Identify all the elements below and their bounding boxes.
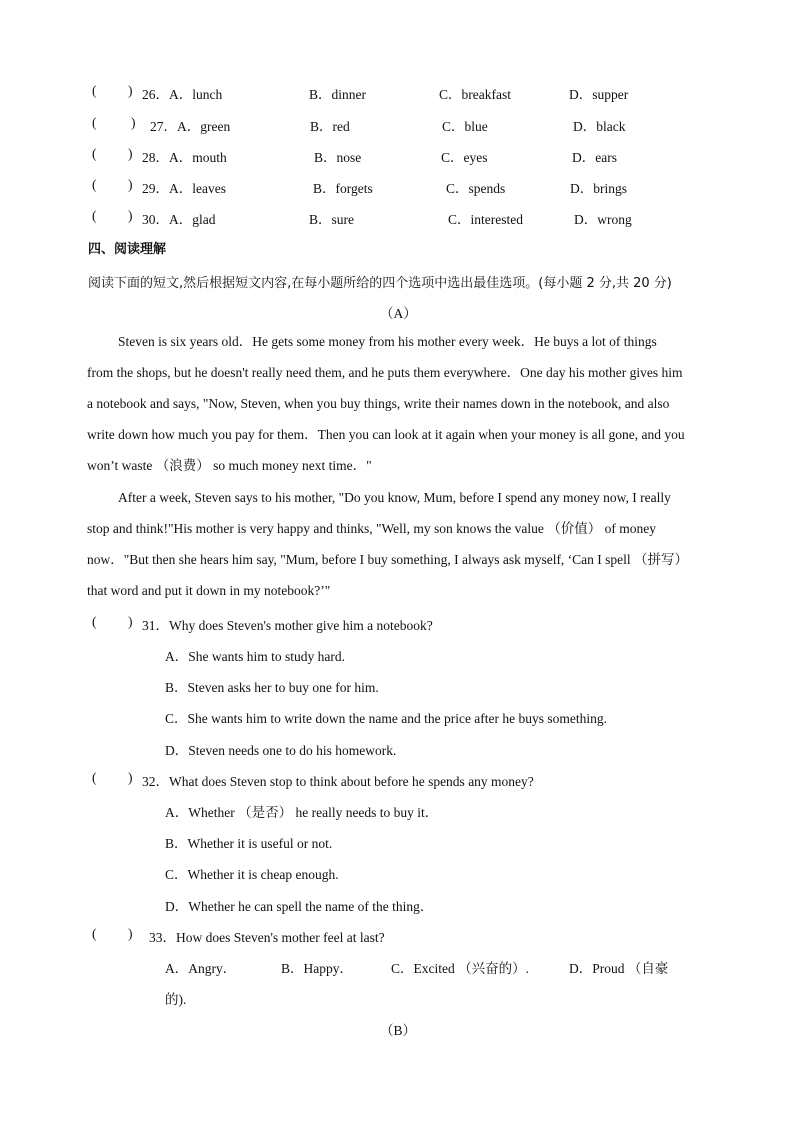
option-d: D．Steven needs one to do his homework.: [165, 743, 397, 758]
answer-paren-open: (: [92, 177, 97, 192]
option-a: A．She wants him to study hard.: [165, 649, 345, 664]
passage-paragraph-1: [87, 326, 707, 481]
answer-paren-open: (: [92, 146, 97, 161]
passage-line: that word and put it down in my notebook?’": [87, 583, 331, 598]
option-b: B．red: [310, 119, 350, 134]
option-b: B．nose: [314, 150, 362, 165]
passage-line: won’t waste （浪费） so much money next time．": [87, 458, 372, 473]
option-c: C．eyes: [441, 150, 488, 165]
answer-paren-close: ): [128, 83, 133, 98]
option-a: 28．A．mouth: [142, 150, 227, 165]
option-b: B．sure: [309, 212, 354, 227]
passage-line: Steven is six years old．He gets some money from his mother every week．He buys a lot of things: [118, 334, 657, 349]
question-stem: 32．What does Steven stop to think about before he spends any money?: [142, 774, 534, 789]
option-c: C．interested: [448, 212, 523, 227]
option-a: 29．A．leaves: [142, 181, 226, 196]
option-d: D．Proud （自豪: [569, 961, 669, 976]
answer-paren-open: (: [92, 926, 97, 941]
answer-paren-open: (: [92, 770, 97, 785]
option-c: C．She wants him to write down the name and the price after he buys something.: [165, 711, 608, 726]
passage-line: stop and think!"His mother is very happy and thinks, "Well, my son knows the value （价值） of money: [87, 521, 656, 536]
option-a: 27．A．green: [150, 119, 231, 134]
passage-line: write down how much you pay for them．Then you can look at it again when your money is all gone, and you: [87, 427, 685, 442]
question-stem: 33．How does Steven's mother feel at last?: [149, 930, 385, 945]
section-heading: 四、阅读理解: [88, 242, 167, 257]
answer-paren-open: (: [92, 115, 97, 130]
passage-paragraph-2: [87, 482, 707, 606]
option-a: 26．A．lunch: [142, 87, 223, 102]
answer-paren-close: ): [128, 614, 133, 629]
passage-line: from the shops, but he doesn't really need them, and he puts them everywhere．One day his mother gives him: [87, 365, 683, 380]
answer-paren-close: ): [128, 770, 133, 785]
option-d: D．supper: [569, 87, 629, 102]
section-instruction: 阅读下面的短文,然后根据短文内容,在每小题所给的四个选项中选出最佳选项。(每小题 2 分,共 20 分): [88, 276, 672, 291]
option-a: 30．A．glad: [142, 212, 216, 227]
passage-line: After a week, Steven says to his mother, "Do you know, Mum, before I spend any money now, I really: [118, 490, 671, 505]
option-c: C．spends: [446, 181, 506, 196]
answer-paren-open: (: [92, 83, 97, 98]
option-c: C．blue: [442, 119, 488, 134]
passage-line: a notebook and says, "Now, Steven, when you buy things, write their names down in the notebook, and also: [87, 396, 670, 411]
answer-paren-open: (: [92, 208, 97, 223]
option-b: B．Steven asks her to buy one for him.: [165, 680, 379, 695]
option-c: C．Excited （兴奋的）.: [391, 961, 529, 976]
option-a: A．Whether （是否） he really needs to buy it．: [165, 805, 439, 820]
option-d-continuation: 的).: [165, 992, 187, 1007]
passage-line: now．"But then she hears him say, "Mum, before I buy something, I always ask myself, ‘Can I spell （拼写）: [87, 552, 689, 567]
answer-paren-close: ): [128, 926, 133, 941]
option-a: A．Angry．: [165, 961, 237, 976]
answer-paren-close: ): [128, 208, 133, 223]
option-b: B．Whether it is useful or not.: [165, 836, 333, 851]
answer-paren-close: ): [128, 146, 133, 161]
option-d: D．ears: [572, 150, 617, 165]
passage-a-label: （A）: [380, 306, 417, 321]
question-stem: 31．Why does Steven's mother give him a notebook?: [142, 618, 433, 633]
answer-paren-open: (: [92, 614, 97, 629]
option-d: D．Whether he can spell the name of the thing．: [165, 899, 434, 914]
option-d: D．black: [573, 119, 626, 134]
option-d: D．wrong: [574, 212, 632, 227]
passage-b-label: （B）: [380, 1023, 417, 1038]
answer-paren-close: ): [131, 115, 136, 130]
option-b: B．dinner: [309, 87, 366, 102]
option-b: B．forgets: [313, 181, 373, 196]
option-b: B．Happy．: [281, 961, 353, 976]
option-d: D．brings: [570, 181, 627, 196]
option-c: C．Whether it is cheap enough.: [165, 867, 339, 882]
option-c: C．breakfast: [439, 87, 511, 102]
answer-paren-close: ): [128, 177, 133, 192]
